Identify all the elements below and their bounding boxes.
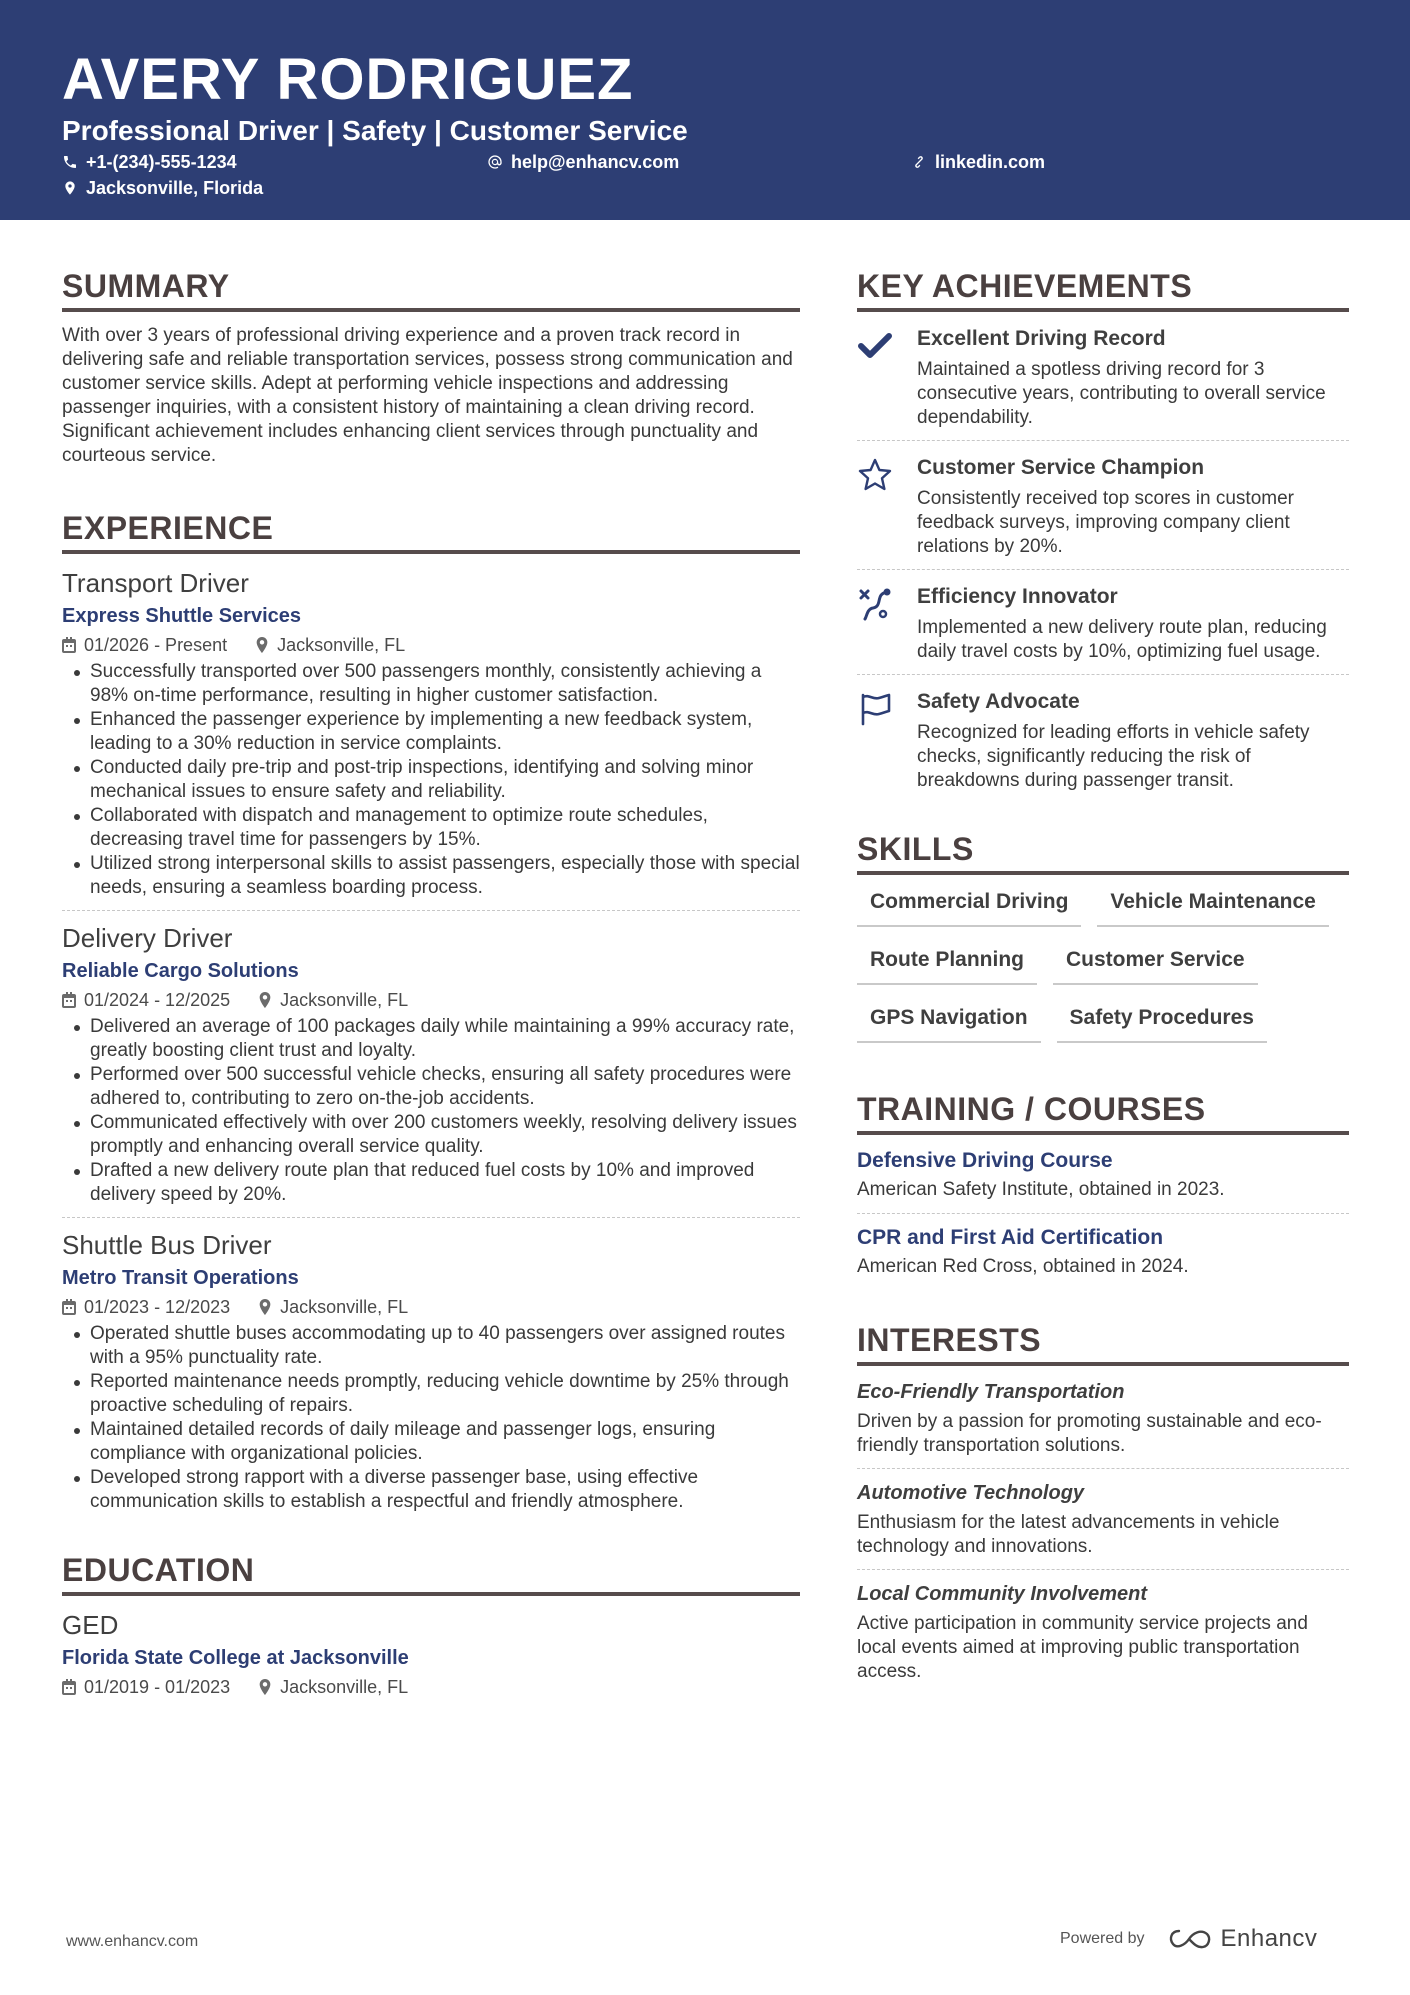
map-pin-icon (258, 992, 272, 1008)
interest-title: Automotive Technology (857, 1482, 1085, 1504)
skills-list (857, 887, 1349, 1043)
achievements-heading: KEY ACHIEVEMENTS (857, 266, 1349, 312)
job-location: Jacksonville, FL (280, 990, 409, 1010)
calendar-icon (62, 1299, 76, 1315)
education-heading: EDUCATION (62, 1550, 800, 1596)
route-icon (857, 586, 893, 622)
skill-tag: GPS Navigation (857, 1003, 1041, 1043)
skill-tag: Route Planning (857, 945, 1037, 985)
linkedin-text: linkedin.com (935, 152, 1046, 172)
calendar-icon (62, 637, 76, 653)
summary-heading: SUMMARY (62, 266, 800, 312)
calendar-icon (62, 992, 76, 1008)
bullet-item: Performed over 500 successful vehicle checks, ensuring all safety procedures were adhered to, contributing to zero on-the-job accidents. (62, 1063, 800, 1111)
contact-phone[interactable] (62, 151, 237, 173)
calendar-icon (62, 1679, 76, 1695)
job-dates: 01/2026 - Present (84, 635, 228, 655)
brand-logo (1167, 1925, 1318, 1953)
summary-text: With over 3 years of professional driving experience and a proven track record in delivering safe and reliable transportation services, possess strong communication and customer service skills. Adept at performing vehicle inspections and addressing passenger inquiries, with a consistent history of maintaining a clean driving record. Significant achievement includes enhancing client services through punctuality and courteous service. (62, 325, 793, 466)
achievement-title: Efficiency Innovator (917, 585, 1118, 608)
bullet-item: Reported maintenance needs promptly, reducing vehicle downtime by 25% through proactive scheduling of repairs. (62, 1370, 800, 1418)
left-column (62, 266, 800, 1702)
skill-tag: Commercial Driving (857, 887, 1081, 927)
footer-branding[interactable] (1060, 1925, 1317, 1953)
course-title: Defensive Driving Course (857, 1149, 1113, 1172)
resume-header (0, 0, 1410, 220)
footer-website[interactable]: www.enhancv.com (66, 1933, 199, 1950)
bullet-item: Enhanced the passenger experience by implementing a new feedback system, leading to a 30% reduction in service complaints. (62, 708, 800, 756)
job-location: Jacksonville, FL (280, 1297, 409, 1317)
course-title: CPR and First Aid Certification (857, 1226, 1164, 1249)
degree-title: GED (62, 1610, 119, 1640)
education-location: Jacksonville, FL (280, 1677, 409, 1697)
bullet-item: Conducted daily pre-trip and post-trip inspections, identifying and solving minor mechanical issues to ensure safety and reliability. (62, 756, 800, 804)
achievement-desc: Maintained a spotless driving record for 3 consecutive years, contributing to overall service dependability. (917, 359, 1326, 428)
course-item (857, 1224, 1349, 1290)
bullet-item: Utilized strong interpersonal skills to assist passengers, especially those with special needs, ensuring a seamless boarding process. (62, 852, 800, 900)
job-title: Transport Driver (62, 568, 249, 598)
job-bullets (62, 660, 800, 900)
job-title: Shuttle Bus Driver (62, 1230, 272, 1260)
achievement-desc: Implemented a new delivery route plan, reducing daily travel costs by 10%, optimizing fuel usage. (917, 617, 1327, 662)
bullet-item: Collaborated with dispatch and management to optimize route schedules, decreasing travel time for passengers by 15%. (62, 804, 800, 852)
education-meta (62, 1674, 800, 1700)
bullet-item: Developed strong rapport with a diverse passenger base, using effective communication skills to establish a respectful and friendly atmosphere. (62, 1466, 800, 1514)
job-meta (62, 632, 800, 658)
job-bullets (62, 1322, 800, 1514)
enhancv-logo-icon (1167, 1927, 1213, 1951)
skill-tag: Customer Service (1053, 945, 1258, 985)
job-entry (62, 1228, 800, 1524)
achievement-desc: Recognized for leading efforts in vehicle safety checks, significantly reducing the risk of breakdowns during passenger transit. (917, 722, 1310, 791)
course-desc: American Red Cross, obtained in 2024. (857, 1256, 1189, 1277)
bullet-item: Communicated effectively with over 200 customers weekly, resolving delivery issues promptly and enhancing overall service quality. (62, 1111, 800, 1159)
education-dates: 01/2019 - 01/2023 (84, 1677, 231, 1697)
map-pin-icon (62, 180, 78, 196)
interest-desc: Enthusiasm for the latest advancements in vehicle technology and innovations. (857, 1512, 1280, 1557)
bullet-item: Operated shuttle buses accommodating up to 40 passengers over assigned routes with a 95% punctuality rate. (62, 1322, 800, 1370)
job-meta (62, 1294, 800, 1320)
map-pin-icon (258, 1299, 272, 1315)
job-entry (62, 566, 800, 911)
bullet-item: Delivered an average of 100 packages daily while maintaining a 99% accuracy rate, greatly boosting client trust and loyalty. (62, 1015, 800, 1063)
training-heading: TRAINING / COURSES (857, 1089, 1349, 1135)
interest-item (857, 1378, 1349, 1469)
experience-section (62, 508, 800, 1524)
skill-tag: Vehicle Maintenance (1097, 887, 1328, 927)
interest-desc: Driven by a passion for promoting sustainable and eco-friendly transportation solutions. (857, 1411, 1322, 1456)
flag-icon (857, 691, 893, 727)
map-pin-icon (258, 1679, 272, 1695)
phone-text: +1-(234)-555-1234 (86, 152, 237, 172)
interest-title: Local Community Involvement (857, 1583, 1148, 1605)
bullet-item: Maintained detailed records of daily mileage and passenger logs, ensuring compliance with organizational policies. (62, 1418, 800, 1466)
job-meta (62, 987, 800, 1013)
achievement-item (857, 582, 1349, 675)
achievement-item (857, 324, 1349, 441)
achievement-title: Customer Service Champion (917, 456, 1205, 479)
achievement-title: Excellent Driving Record (917, 327, 1166, 350)
course-desc: American Safety Institute, obtained in 2023. (857, 1179, 1225, 1200)
training-section (857, 1089, 1349, 1290)
job-dates: 01/2023 - 12/2023 (84, 1297, 231, 1317)
star-icon (857, 457, 893, 493)
check-icon (857, 328, 893, 364)
map-pin-icon (255, 637, 269, 653)
skill-tag: Safety Procedures (1057, 1003, 1267, 1043)
job-title: Delivery Driver (62, 923, 233, 953)
email-text: help@enhancv.com (511, 152, 680, 172)
bullet-item: Drafted a new delivery route plan that reduced fuel costs by 10% and improved delivery speed by 20%. (62, 1159, 800, 1207)
interests-section (857, 1320, 1349, 1694)
achievement-item (857, 687, 1349, 803)
interest-item (857, 1580, 1349, 1694)
contact-location (62, 177, 263, 199)
at-icon (487, 154, 503, 170)
achievement-item (857, 453, 1349, 570)
link-icon (911, 154, 927, 170)
bullet-item: Successfully transported over 500 passengers monthly, consistently achieving a 98% on-time performance, resulting in higher customer satisfaction. (62, 660, 800, 708)
achievement-title: Safety Advocate (917, 690, 1080, 713)
company-name: Express Shuttle Services (62, 605, 302, 627)
job-entry (62, 921, 800, 1218)
interest-title: Eco-Friendly Transportation (857, 1381, 1125, 1403)
skills-heading: SKILLS (857, 829, 1349, 875)
location-text: Jacksonville, Florida (86, 178, 264, 198)
candidate-headline: Professional Driver | Safety | Customer Service (62, 115, 688, 146)
achievements-section (857, 266, 1349, 803)
job-location: Jacksonville, FL (277, 635, 406, 655)
contact-linkedin[interactable] (911, 151, 1045, 173)
education-section (62, 1550, 800, 1700)
interests-heading: INTERESTS (857, 1320, 1349, 1366)
experience-heading: EXPERIENCE (62, 508, 800, 554)
right-column (857, 266, 1349, 1704)
phone-icon (62, 154, 78, 170)
achievement-desc: Consistently received top scores in customer feedback surveys, improving company client relations by 20%. (917, 488, 1294, 557)
company-name: Reliable Cargo Solutions (62, 960, 299, 982)
candidate-name: AVERY RODRIGUEZ (62, 47, 634, 112)
course-item (857, 1147, 1349, 1214)
job-dates: 01/2024 - 12/2025 (84, 990, 231, 1010)
company-name: Metro Transit Operations (62, 1267, 299, 1289)
job-bullets (62, 1015, 800, 1207)
summary-section (62, 266, 800, 468)
interest-item (857, 1479, 1349, 1570)
contact-email[interactable] (487, 151, 679, 173)
brand-name: Enhancv (1220, 1925, 1318, 1952)
skills-section (857, 829, 1349, 1043)
powered-by-label: Powered by (1060, 1930, 1145, 1947)
interest-desc: Active participation in community service projects and local events aimed at improving public transportation access. (857, 1613, 1308, 1682)
school-name: Florida State College at Jacksonville (62, 1647, 409, 1669)
